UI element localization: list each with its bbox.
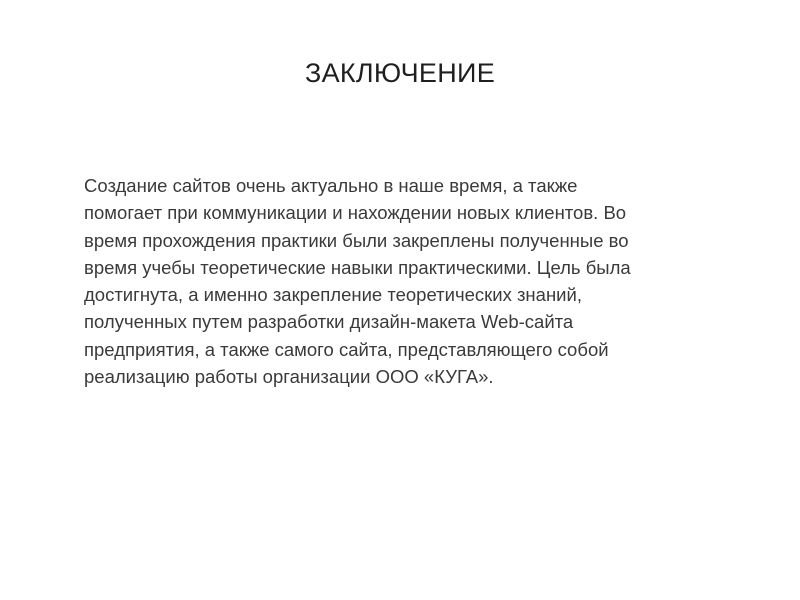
slide-title: ЗАКЛЮЧЕНИЕ — [304, 58, 496, 88]
slide-body-text: Создание сайтов очень актуально в наше время, а также помогает при коммуникации и нахождении новых клиентов. Во время прохождения практики были закреплены полученные во время учебы теоретические навыки практическими. Цель была достигнута, а именно закрепление теоретических знаний, полученных путем разработки дизайн-макета Web-сайта предприятия, а также самого сайта, представляющего собой реализацию работы организации ООО «КУГА». — [84, 175, 631, 388]
